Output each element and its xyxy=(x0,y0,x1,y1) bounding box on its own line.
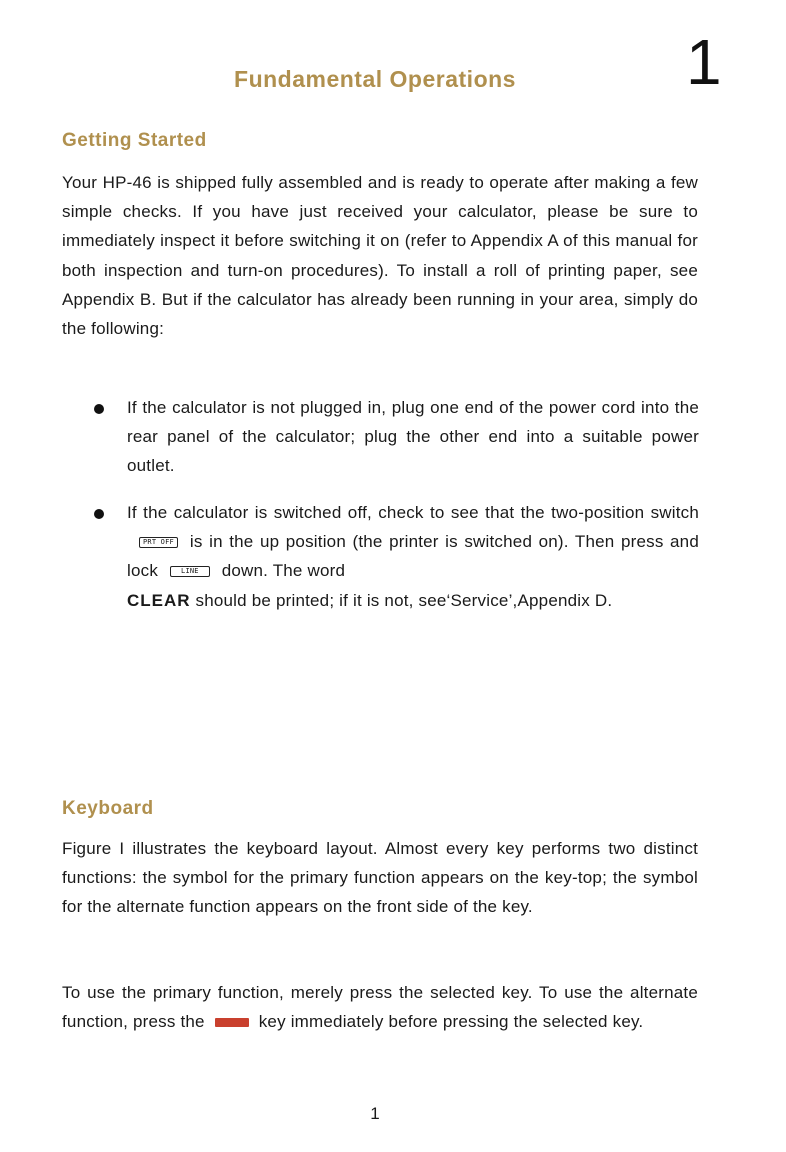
section-heading-getting-started: Getting Started xyxy=(62,130,207,151)
line-key-icon: LINE xyxy=(170,566,210,577)
bullet-text: If the calculator is not plugged in, plug one end of the power cord into the rear panel of the calculator; plug the other end into a suitable power outlet. xyxy=(127,398,699,476)
bullet-text xyxy=(127,498,699,615)
keyboard-paragraph-2 xyxy=(62,978,698,1036)
keyboard-paragraph-1: Figure I illustrates the keyboard layout. Almost every key performs two distinct functions: the symbol for the primary function appears on the key-top; the symbol for the alternate function appears on the front side of the key. xyxy=(62,839,698,917)
bullet-item-power xyxy=(88,393,699,481)
bullet-dot-icon xyxy=(94,404,104,414)
chapter-title: Fundamental Operations xyxy=(234,66,516,92)
chapter-number: 1 xyxy=(686,26,722,98)
section-heading-keyboard: Keyboard xyxy=(62,798,154,819)
bullet-text-part3: down. The word xyxy=(221,561,346,581)
bullet-dot-icon xyxy=(94,509,104,519)
prt-off-key-icon: PRT OFF xyxy=(139,537,178,548)
intro-paragraph: Your HP-46 is shipped fully assembled and is ready to operate after making a few simple checks. If you have just received your calculator, please be sure to immediately inspect it before switching it on (refer to Appendix A of this manual for both inspection and turn-on procedures). To install a roll of printing paper, see Appendix B. But if the calculator has already been running in your area, simply do the following: xyxy=(62,173,698,339)
bullet-text-part2: is in the up position (the printer is switched on). Then press and lock xyxy=(127,532,699,581)
bullet-text-part1: If the calculator is switched off, check to see that the two-position switch xyxy=(127,503,699,522)
bullet-item-switch xyxy=(88,498,699,615)
clear-word: CLEAR xyxy=(127,590,191,610)
bullet-text-part4: should be printed; if it is not, see‘Service’,Appendix D. xyxy=(195,590,613,610)
page-number: 1 xyxy=(370,1104,380,1123)
keyboard-paragraph-2-part2: key immediately before pressing the selected key. xyxy=(258,1012,644,1032)
keyboard-paragraph-2-part1: To use the primary function, merely press the selected key. To use the alternate function, press the xyxy=(62,983,698,1032)
shift-key-icon xyxy=(215,1018,249,1027)
